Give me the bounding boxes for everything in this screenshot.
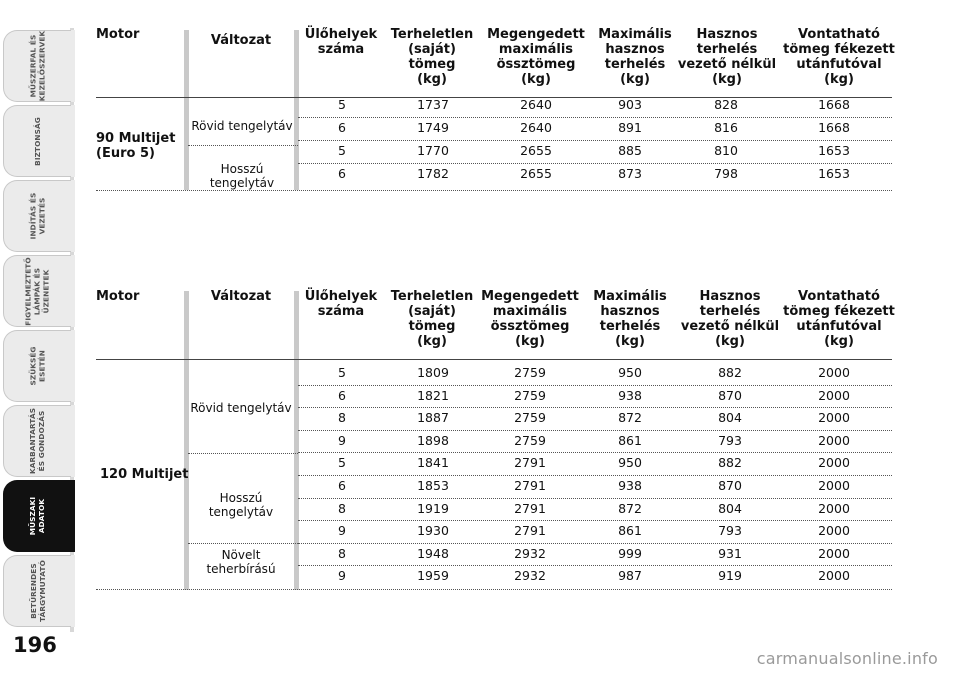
tab-label: SZÜKSÉG ESETÉN bbox=[28, 346, 47, 386]
variant-divider bbox=[188, 543, 298, 544]
tab-inditas[interactable] bbox=[3, 180, 71, 252]
table-cell: 1653 bbox=[818, 166, 850, 181]
table-cell: 2759 bbox=[514, 387, 546, 403]
table-cell: 950 bbox=[618, 455, 642, 471]
table-cell: 5 bbox=[338, 143, 346, 158]
table-cell: 2640 bbox=[520, 120, 552, 135]
row-divider bbox=[298, 452, 892, 453]
header-towable: Vontatható tömeg fékezett utánfutóval (kg) bbox=[783, 289, 895, 349]
table-cell: 2000 bbox=[818, 410, 850, 426]
row-divider bbox=[298, 475, 892, 476]
table-cell: 2000 bbox=[818, 455, 850, 471]
table-cell: 2000 bbox=[818, 432, 850, 448]
watermark: carmanualsonline.info bbox=[756, 649, 938, 668]
motor-label: 120 Multijet bbox=[100, 467, 189, 482]
row-divider bbox=[298, 498, 892, 499]
tab-label: BETŰRENDES TÁRGYMUTATÓ bbox=[28, 560, 47, 622]
header-max-load: Maximális hasznos terhelés (kg) bbox=[598, 27, 672, 87]
table-cell: 2791 bbox=[514, 523, 546, 539]
variant-divider bbox=[188, 453, 298, 454]
table-cell: 872 bbox=[618, 410, 642, 426]
table-bottom-rule bbox=[96, 190, 892, 191]
table-cell: 882 bbox=[718, 365, 742, 380]
table-cell: 2000 bbox=[818, 500, 850, 516]
row-divider bbox=[298, 407, 892, 408]
column-divider bbox=[294, 291, 299, 590]
header-motor: Motor bbox=[96, 27, 140, 42]
header-seats: Ülőhelyek száma bbox=[304, 289, 378, 319]
tab-szukseg[interactable] bbox=[3, 330, 71, 402]
variant-long: Hosszú tengelytáv bbox=[209, 162, 275, 190]
header-gross: Megengedett maximális össztömeg (kg) bbox=[481, 289, 579, 349]
tab-figyelmezteto[interactable] bbox=[3, 255, 71, 327]
variant-long: Hosszú tengelytáv bbox=[208, 491, 274, 519]
table-cell: 2000 bbox=[818, 545, 850, 561]
row-divider bbox=[298, 140, 892, 141]
table-cell: 861 bbox=[618, 523, 642, 539]
variant-short: Rövid tengelytáv bbox=[191, 119, 293, 133]
table-cell: 1782 bbox=[417, 166, 449, 181]
table-cell: 793 bbox=[718, 432, 742, 448]
table-cell: 2655 bbox=[520, 143, 552, 158]
header-gross: Megengedett maximális össztömeg (kg) bbox=[487, 27, 585, 87]
table-cell: 2759 bbox=[514, 410, 546, 426]
table-cell: 9 bbox=[338, 568, 346, 584]
header-variant: Változat bbox=[210, 33, 272, 48]
row-divider bbox=[298, 163, 892, 164]
table-cell: 885 bbox=[618, 143, 642, 158]
table-cell: 6 bbox=[338, 478, 346, 493]
header-seats: Ülőhelyek száma bbox=[304, 27, 378, 57]
table-cell: 1668 bbox=[818, 120, 850, 135]
tab-label: INDÍTÁS ÉS VEZETÉS bbox=[28, 192, 47, 240]
variant-short: Rövid tengelytáv bbox=[190, 401, 292, 415]
motor-label: 90 Multijet (Euro 5) bbox=[96, 131, 176, 161]
header-unladen: Terheletlen (saját) tömeg (kg) bbox=[390, 289, 474, 349]
header-payload: Hasznos terhelés vezető nélkül (kg) bbox=[680, 289, 780, 349]
table-cell: 873 bbox=[618, 166, 642, 181]
table-cell: 870 bbox=[718, 387, 742, 403]
table-cell: 828 bbox=[714, 97, 738, 112]
table-cell: 1887 bbox=[417, 410, 449, 426]
row-divider bbox=[298, 117, 892, 118]
row-divider bbox=[298, 385, 892, 386]
header-unladen: Terheletlen (saját) tömeg (kg) bbox=[390, 27, 474, 87]
header-variant: Változat bbox=[210, 289, 272, 304]
variant-reinforced: Növelt teherbírású bbox=[206, 548, 276, 576]
table-cell: 810 bbox=[714, 143, 738, 158]
table-cell: 999 bbox=[618, 545, 642, 561]
header-motor: Motor bbox=[96, 289, 140, 304]
table-cell: 2791 bbox=[514, 478, 546, 493]
variant-divider bbox=[188, 145, 298, 146]
table-cell: 1948 bbox=[417, 545, 449, 561]
table-cell: 891 bbox=[618, 120, 642, 135]
table-cell: 987 bbox=[618, 568, 642, 584]
table-cell: 2000 bbox=[818, 365, 850, 380]
table-cell: 6 bbox=[338, 120, 346, 135]
table-cell: 2932 bbox=[514, 568, 546, 584]
header-max-load: Maximális hasznos terhelés (kg) bbox=[593, 289, 667, 349]
table-cell: 950 bbox=[618, 365, 642, 380]
table-cell: 882 bbox=[718, 455, 742, 471]
table-cell: 8 bbox=[338, 545, 346, 561]
row-divider bbox=[298, 565, 892, 566]
table-cell: 5 bbox=[338, 97, 346, 112]
tab-label: KARBANTARTÁS ÉS GONDOZÁS bbox=[28, 407, 47, 475]
row-divider bbox=[298, 430, 892, 431]
header-payload: Hasznos terhelés vezető nélkül (kg) bbox=[677, 27, 777, 87]
table-cell: 1809 bbox=[417, 365, 449, 380]
tab-muszerfal[interactable] bbox=[3, 30, 71, 102]
table-cell: 804 bbox=[718, 410, 742, 426]
table-cell: 9 bbox=[338, 523, 346, 539]
table-cell: 1653 bbox=[818, 143, 850, 158]
table-cell: 2791 bbox=[514, 500, 546, 516]
table-cell: 2000 bbox=[818, 568, 850, 584]
header-rule bbox=[96, 97, 892, 98]
table-cell: 1668 bbox=[818, 97, 850, 112]
table-cell: 938 bbox=[618, 387, 642, 403]
tab-biztonsag[interactable] bbox=[3, 105, 71, 177]
page-number: 196 bbox=[13, 633, 57, 657]
header-towable: Vontatható tömeg fékezett utánfutóval (kg) bbox=[783, 27, 895, 87]
table-cell: 938 bbox=[618, 478, 642, 493]
table-cell: 1749 bbox=[417, 120, 449, 135]
table-cell: 793 bbox=[718, 523, 742, 539]
table-cell: 2791 bbox=[514, 455, 546, 471]
table-cell: 5 bbox=[338, 365, 346, 380]
table-cell: 6 bbox=[338, 387, 346, 403]
table-cell: 1898 bbox=[417, 432, 449, 448]
row-divider bbox=[298, 543, 892, 544]
column-divider bbox=[184, 291, 189, 590]
tab-label: MŰSZAKI ADATOK bbox=[28, 496, 47, 536]
table-cell: 903 bbox=[618, 97, 642, 112]
tab-label: BIZTONSÁG bbox=[33, 116, 42, 166]
tab-karbantartas[interactable] bbox=[3, 405, 71, 477]
table-cell: 861 bbox=[618, 432, 642, 448]
table-cell: 1919 bbox=[417, 500, 449, 516]
table-cell: 1770 bbox=[417, 143, 449, 158]
table-cell: 2759 bbox=[514, 432, 546, 448]
table-cell: 816 bbox=[714, 120, 738, 135]
table-cell: 870 bbox=[718, 478, 742, 493]
table-cell: 919 bbox=[718, 568, 742, 584]
table-cell: 1930 bbox=[417, 523, 449, 539]
table-cell: 931 bbox=[718, 545, 742, 561]
tab-label: FIGYELMEZTETŐ LÁMPÁK ÉS ÜZENETEK bbox=[24, 256, 51, 326]
table-cell: 2759 bbox=[514, 365, 546, 380]
header-rule bbox=[96, 359, 892, 360]
table-cell: 2932 bbox=[514, 545, 546, 561]
table-cell: 8 bbox=[338, 410, 346, 426]
tab-muszaki-adatok[interactable] bbox=[3, 480, 71, 552]
chapter-tabs bbox=[0, 0, 74, 677]
table-cell: 2000 bbox=[818, 523, 850, 539]
table-bottom-rule bbox=[96, 589, 892, 590]
table-cell: 1821 bbox=[417, 387, 449, 403]
table-cell: 2640 bbox=[520, 97, 552, 112]
table-cell: 1959 bbox=[417, 568, 449, 584]
tab-label: MŰSZERFAL ÉS KEZELŐSZERVEK bbox=[28, 30, 47, 102]
table-cell: 804 bbox=[718, 500, 742, 516]
table-cell: 798 bbox=[714, 166, 738, 181]
table-cell: 2655 bbox=[520, 166, 552, 181]
tab-targymutato[interactable] bbox=[3, 555, 71, 627]
table-cell: 1853 bbox=[417, 478, 449, 493]
table-cell: 6 bbox=[338, 166, 346, 181]
table-cell: 2000 bbox=[818, 478, 850, 493]
table-cell: 872 bbox=[618, 500, 642, 516]
table-cell: 9 bbox=[338, 432, 346, 448]
table-cell: 1737 bbox=[417, 97, 449, 112]
table-cell: 2000 bbox=[818, 387, 850, 403]
row-divider bbox=[298, 520, 892, 521]
table-cell: 5 bbox=[338, 455, 346, 471]
table-cell: 8 bbox=[338, 500, 346, 516]
table-cell: 1841 bbox=[417, 455, 449, 471]
